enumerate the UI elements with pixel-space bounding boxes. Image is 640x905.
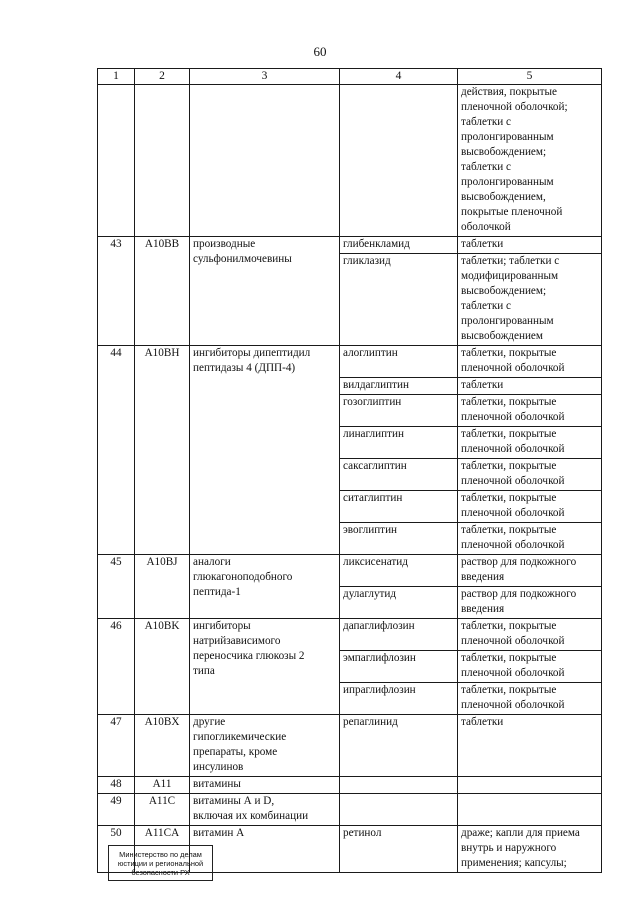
group-cell: другие гипогликемические препараты, кроме инсулинов: [190, 715, 340, 777]
table-row: [98, 85, 602, 237]
row-number-cell: 48: [98, 777, 135, 794]
table-header-row: [98, 69, 602, 85]
stamp-line: Министерство по делам: [119, 850, 202, 859]
dosage-form-cell: [458, 794, 602, 826]
group-cell: аналоги глюкагоноподобного пептида-1: [190, 555, 340, 619]
row-number-cell: 43: [98, 237, 135, 346]
column-header: 4: [340, 69, 458, 85]
drug-cell: [340, 794, 458, 826]
dosage-form-cell: таблетки, покрытые пленочной оболочкой: [458, 459, 602, 491]
dosage-form-cell: таблетки, покрытые пленочной оболочкой: [458, 427, 602, 459]
drug-cell: алоглиптин: [340, 346, 458, 378]
row-number-cell: [98, 85, 135, 237]
dosage-form-cell: драже; капли для приема внутрь и наружного применения; капсулы;: [458, 826, 602, 873]
dosage-form-cell: таблетки: [458, 237, 602, 254]
dosage-form-cell: раствор для подкожного введения: [458, 587, 602, 619]
drug-cell: ситаглиптин: [340, 491, 458, 523]
dosage-form-cell: таблетки: [458, 378, 602, 395]
table-row: [98, 555, 602, 587]
table-row: [98, 237, 602, 254]
column-header: 3: [190, 69, 340, 85]
dosage-form-cell: действия, покрытые пленочной оболочкой; таблетки с пролонгированным высвобождением; таблетки с пролонгированным высвобождением, покрытые пленочной оболочкой: [458, 85, 602, 237]
dosage-form-cell: раствор для подкожного введения: [458, 555, 602, 587]
atc-code-cell: A10BX: [135, 715, 190, 777]
row-number-cell: 50: [98, 826, 135, 873]
group-cell: ингибиторы дипептидил пептидазы 4 (ДПП-4): [190, 346, 340, 555]
atc-code-cell: A11C: [135, 794, 190, 826]
drug-cell: [340, 85, 458, 237]
dosage-form-cell: таблетки, покрытые пленочной оболочкой: [458, 523, 602, 555]
drug-cell: саксаглиптин: [340, 459, 458, 491]
stamp-line: юстиции и региональной: [117, 859, 204, 868]
group-cell: [190, 85, 340, 237]
dosage-form-cell: таблетки, покрытые пленочной оболочкой: [458, 683, 602, 715]
drug-cell: дулаглутид: [340, 587, 458, 619]
dosage-form-cell: таблетки, покрытые пленочной оболочкой: [458, 395, 602, 427]
table-row: [98, 619, 602, 651]
dosage-form-cell: таблетки; таблетки с модифицированным высвобождением; таблетки с пролонгированным высвобождением: [458, 254, 602, 346]
drug-cell: эмпаглифлозин: [340, 651, 458, 683]
dosage-form-cell: таблетки, покрытые пленочной оболочкой: [458, 619, 602, 651]
table-row: [98, 777, 602, 794]
group-cell: производные сульфонилмочевины: [190, 237, 340, 346]
drug-cell: ликсисенатид: [340, 555, 458, 587]
row-number-cell: 46: [98, 619, 135, 715]
dosage-form-cell: таблетки, покрытые пленочной оболочкой: [458, 651, 602, 683]
ministry-stamp: [108, 845, 213, 881]
row-number-cell: 47: [98, 715, 135, 777]
group-cell: витамины: [190, 777, 340, 794]
dosage-form-cell: таблетки, покрытые пленочной оболочкой: [458, 346, 602, 378]
drug-cell: линаглиптин: [340, 427, 458, 459]
drug-cell: глибенкламид: [340, 237, 458, 254]
table-row: [98, 794, 602, 826]
drug-cell: эвоглиптин: [340, 523, 458, 555]
atc-code-cell: [135, 85, 190, 237]
column-header: 5: [458, 69, 602, 85]
dosage-form-cell: таблетки, покрытые пленочной оболочкой: [458, 491, 602, 523]
drug-cell: вилдаглиптин: [340, 378, 458, 395]
dosage-form-cell: таблетки: [458, 715, 602, 777]
stamp-line: безопасности РХ: [131, 868, 190, 877]
atc-code-cell: A10BB: [135, 237, 190, 346]
medicine-list-table: [97, 68, 602, 873]
dosage-form-cell: [458, 777, 602, 794]
drug-cell: репаглинид: [340, 715, 458, 777]
row-number-cell: 44: [98, 346, 135, 555]
group-cell: ингибиторы натрийзависимого переносчика глюкозы 2 типа: [190, 619, 340, 715]
group-cell: витамин А: [190, 826, 340, 873]
atc-code-cell: A11CA: [135, 826, 190, 873]
drug-cell: гозоглиптин: [340, 395, 458, 427]
drug-cell: ретинол: [340, 826, 458, 873]
drug-cell: ипраглифлозин: [340, 683, 458, 715]
table-row: [98, 346, 602, 378]
page-number: 60: [313, 44, 327, 59]
atc-code-cell: A11: [135, 777, 190, 794]
row-number-cell: 49: [98, 794, 135, 826]
atc-code-cell: A10BK: [135, 619, 190, 715]
drug-cell: дапаглифлозин: [340, 619, 458, 651]
drug-cell: гликлазид: [340, 254, 458, 346]
group-cell: витамины А и D, включая их комбинации: [190, 794, 340, 826]
atc-code-cell: A10BJ: [135, 555, 190, 619]
column-header: 1: [98, 69, 135, 85]
atc-code-cell: A10BH: [135, 346, 190, 555]
table-row: [98, 715, 602, 777]
row-number-cell: 45: [98, 555, 135, 619]
column-header: 2: [135, 69, 190, 85]
drug-cell: [340, 777, 458, 794]
